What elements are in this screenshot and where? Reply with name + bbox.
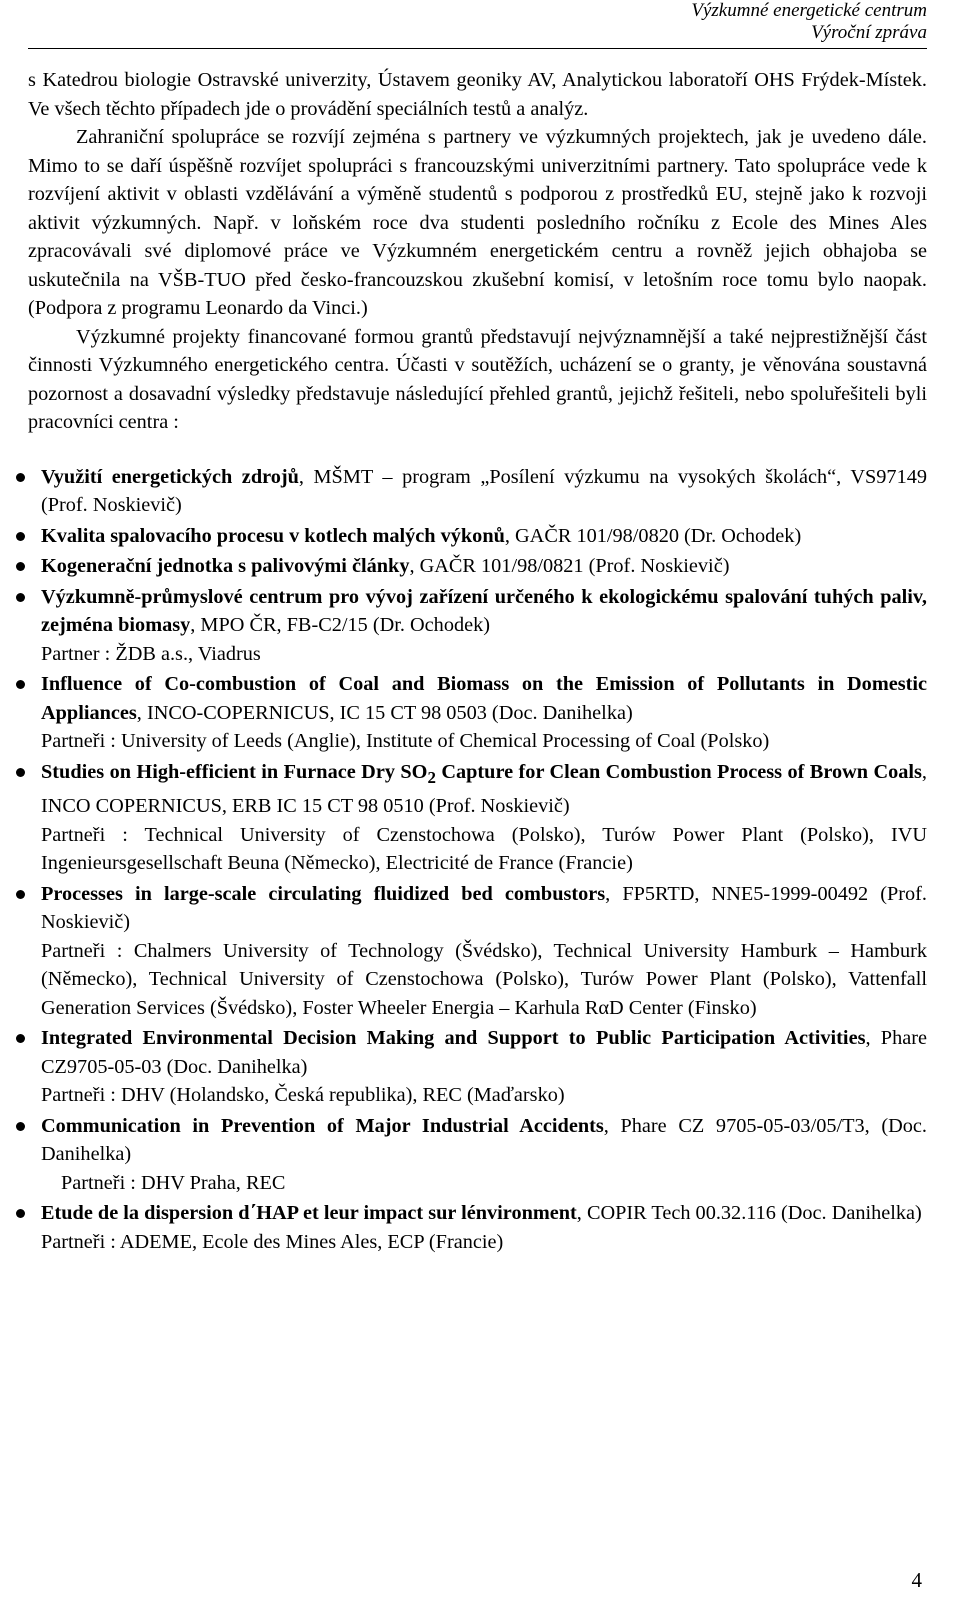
- paragraph-foreign-cooperation: Zahraniční spolupráce se rozvíjí zejména s partnery ve výzkumných projektech, jak je uvedeno dále. Mimo to se daří úspěšně rozvíjet spolupráci s francouzskými univerzitními partnery. Tato spolupráce vede k rozvíjení aktivit v oblasti vzdělávání a výměně studentů s podporou z prostředků EU, stejně jako k rozvoji aktivit výzkumných. Např. v loňském roce dva studenti posledního ročníku z Ecole des Mines Ales zpracovávali své diplomové práce ve Výzkumném energetickém centru a rovněž jejich obhajoba se uskutečnila na VŠB-TUO před česko-francouzskou zkušební komisí, v letošním roce tomu bylo naopak. (Podpora z programu Leonardo da Vinci.): [28, 126, 927, 319]
- bullet-icon: [16, 473, 25, 482]
- document-body: [28, 66, 927, 1256]
- bullet-icon: [16, 1034, 25, 1043]
- bullet-icon: [16, 680, 25, 689]
- grant-partners: Partneři : DHV Praha, REC: [61, 1171, 286, 1194]
- page-number: 4: [911, 1568, 922, 1592]
- grant-partners: Partner : ŽDB a.s., Viadrus: [41, 642, 261, 665]
- grant-details: , FP5RTD, NNE5-1999-00492 (Prof. Noskievič): [41, 882, 927, 934]
- grant-title: Integrated Environmental Decision Making and Support to Public Participation Activities: [41, 1027, 866, 1050]
- grant-details: , GAČR 101/98/0821 (Prof. Noskievič): [409, 555, 730, 577]
- grant-details: , MŠMT – program „Posílení výzkumu na vysokých školách“, VS97149 (Prof. Noskievič): [41, 465, 927, 516]
- grant-title: Kvalita spalovacího procesu v kotlech malých výkonů: [41, 524, 505, 547]
- list-item: [28, 670, 927, 756]
- grant-details: , MPO ČR, FB-C2/15 (Dr. Ochodek): [190, 614, 491, 636]
- list-item: [28, 758, 927, 878]
- list-item: [28, 1112, 927, 1198]
- grant-details: , GAČR 101/98/0820 (Dr. Ochodek): [504, 524, 802, 547]
- paragraph-grants-intro: Výzkumné projekty financované formou grantů představují nejvýznamnější a také nejprestižnější část činnosti Výzkumného energetického centra. Účasti v soutěžích, ucházení se o granty, je věnována soustavná pozornost a dosavadní výsledky představuje následující přehled grantů, jejichž řešiteli, nebo spoluřešiteli byli pracovníci centra :: [28, 325, 927, 433]
- list-item: [28, 463, 927, 520]
- bullet-icon: [16, 890, 25, 899]
- grant-title: Výzkumně-průmyslové centrum pro vývoj zařízení určeného k ekologickému spalování tuhých paliv, zejména biomasy: [41, 585, 927, 636]
- grant-partners: Partneři : Chalmers University of Technology (Švédsko), Technical University Hamburk – Hamburk (Německo), Technical University of Czenstochowa (Polsko), Turów Power Plant (Polsko), Vattenfall Generation Services (Švédsko), Foster Wheeler Energia – Karhula RαD Center (Finsko): [41, 939, 927, 1019]
- grants-list: [28, 463, 927, 1257]
- bullet-icon: [16, 1209, 25, 1218]
- grant-title: Processes in large-scale circulating fluidized bed combustors: [41, 882, 606, 905]
- bullet-icon: [16, 562, 25, 571]
- grant-partners: Partneři : University of Leeds (Anglie), Institute of Chemical Processing of Coal (Polsko): [41, 730, 770, 752]
- grant-partners: Partneři : ADEME, Ecole des Mines Ales, ECP (Francie): [41, 1230, 504, 1253]
- list-item: [28, 522, 927, 551]
- grant-details: , INCO-COPERNICUS, IC 15 CT 98 0503 (Doc. Danihelka): [136, 701, 633, 724]
- grant-details: , Phare CZ9705-05-03 (Doc. Danihelka): [41, 1027, 927, 1078]
- grant-details: , Phare CZ 9705-05-03/05/T3, (Doc. Danihelka): [41, 1114, 927, 1166]
- grant-partners: Partneři : Technical University of Czenstochowa (Polsko), Turów Power Plant (Polsko), IVU Ingenieursgesellschaft Beuna (Německo), Electricité de France (Francie): [41, 823, 927, 875]
- header-org: Výzkumné energetické centrum: [691, 0, 927, 21]
- bullet-icon: [16, 593, 25, 602]
- bullet-icon: [16, 1122, 25, 1131]
- list-item: [28, 583, 927, 669]
- grant-title: Etude de la dispersion d΄HAP et leur impact sur lénvironment: [41, 1202, 577, 1225]
- bullet-icon: [16, 768, 25, 777]
- grant-partners: Partneři : DHV (Holandsko, Česká republika), REC (Maďarsko): [41, 1084, 565, 1107]
- header-divider: [28, 48, 927, 49]
- grant-title: Studies on High-efficient in Furnace Dry $SO_2$ Capture for Clean Combustion Process of Brown Coals: [41, 760, 922, 787]
- list-item: [28, 1199, 927, 1256]
- list-item: [28, 880, 927, 1023]
- list-item: [28, 552, 927, 581]
- bullet-icon: [16, 532, 25, 541]
- grant-details: , INCO COPERNICUS, ERB IC 15 CT 98 0510 (Prof. Noskievič): [41, 760, 927, 818]
- paragraph-collaboration: s Katedrou biologie Ostravské univerzity, Ústavem geoniky AV, Analytickou laboratoří OHS Frýdek-Místek. Ve všech těchto případech jde o provádění speciálních testů a analýz.: [28, 69, 927, 120]
- grant-details: , COPIR Tech 00.32.116 (Doc. Danihelka): [576, 1202, 922, 1225]
- header-report-title: Výroční zpráva: [811, 22, 927, 43]
- grant-title: Influence of Co-combustion of Coal and Biomass on the Emission of Pollutants in Domestic Appliances: [41, 673, 927, 724]
- grant-title: Kogenerační jednotka s palivovými články: [41, 555, 410, 577]
- grant-title: Communication in Prevention of Major Industrial Accidents: [41, 1114, 604, 1137]
- page-header: [691, 0, 927, 44]
- list-item: [28, 1024, 927, 1110]
- grant-title: Využití energetických zdrojů: [41, 465, 299, 488]
